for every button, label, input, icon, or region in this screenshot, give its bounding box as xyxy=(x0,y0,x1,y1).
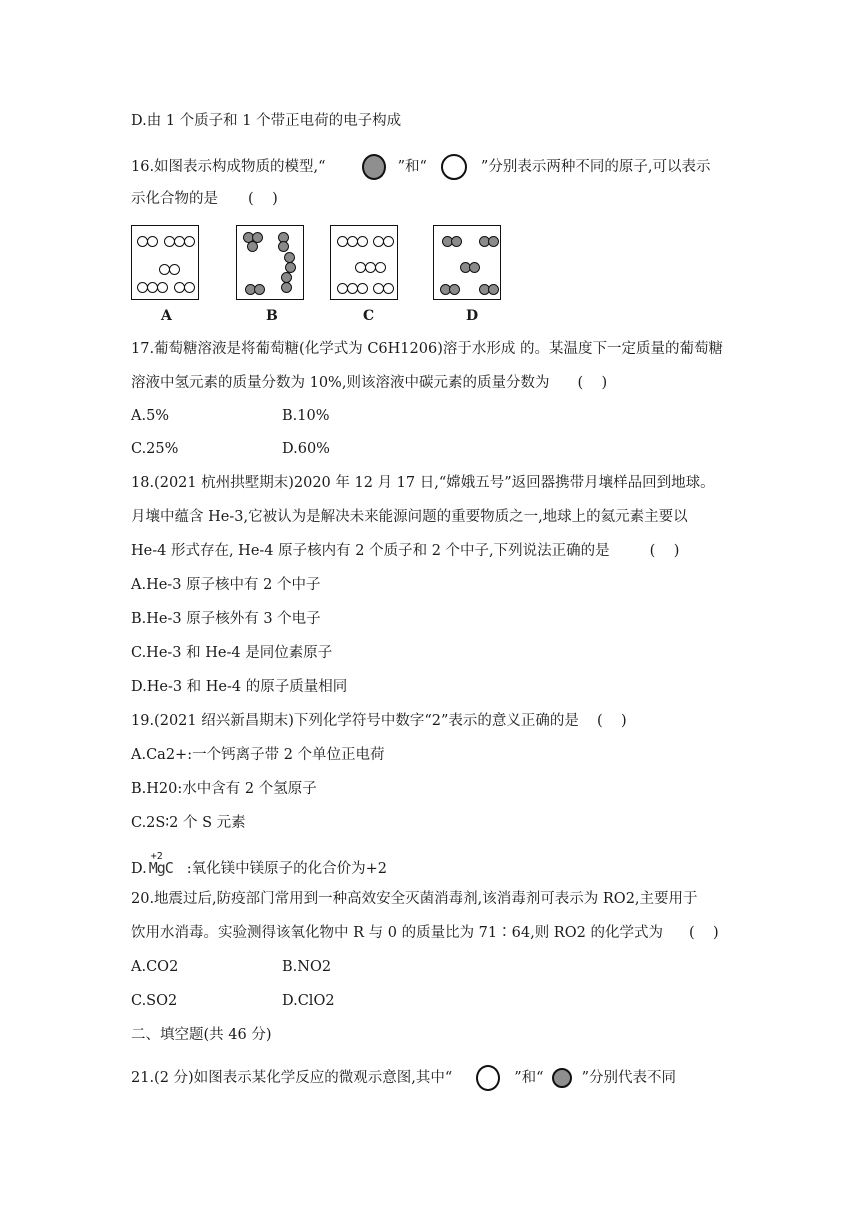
white-atom-icon xyxy=(476,1065,500,1091)
mgo-formula-image xyxy=(148,851,183,877)
q17-stem-line2 xyxy=(131,373,607,393)
q20-stem-line1: 20.地震过后,防疫部门常用到一种高效安全灭菌消毒剂,该消毒剂可表示为 RO2,主要用于 xyxy=(131,891,698,907)
q16-text-a: 16.如图表示构成物质的模型,“ xyxy=(131,159,326,175)
q19-text-a: 19.(2021 绍兴新昌期末)下列化学符号中数字“2”表示的意义正确的是 xyxy=(131,713,579,729)
box-label-d: D xyxy=(466,308,479,324)
model-box-d xyxy=(433,225,501,300)
box-label-a: A xyxy=(161,308,172,324)
q16-text-d: 示化合物的是 xyxy=(131,191,218,207)
section-2-heading: 二、填空题(共 46 分) xyxy=(131,1027,272,1043)
q18-option-a: A.He-3 原子核中有 2 个中子 xyxy=(131,577,321,593)
model-box-c xyxy=(330,225,398,300)
q19-answer-paren: ( ) xyxy=(596,713,627,729)
q18-option-b: B.He-3 原子核外有 3 个电子 xyxy=(131,611,321,627)
q19-option-c: C.2S∶2 个 S 元素 xyxy=(131,815,246,831)
q19-d-text: :氧化镁中镁原子的化合价为+2 xyxy=(186,861,387,877)
mgo-symbol: MgC xyxy=(148,859,173,877)
q20-option-d: D.ClO2 xyxy=(282,993,335,1009)
q20-text-b: 饮用水消毒。实验测得该氧化物中 R 与 0 的质量比为 71∶64,则 RO2 的化学式为 xyxy=(131,925,663,941)
q21-text-c: ”分别代表不同 xyxy=(581,1070,676,1086)
q20-option-a: A.CO2 xyxy=(131,959,179,975)
q19-stem xyxy=(131,711,627,731)
q16-stem-line2 xyxy=(131,189,278,209)
q17-option-a: A.5% xyxy=(131,408,170,424)
q20-stem-line2 xyxy=(131,923,719,943)
q17-option-d: D.60% xyxy=(282,441,330,457)
q19-option-b: B.H20:水中含有 2 个氢原子 xyxy=(131,781,317,797)
q19-option-d xyxy=(131,851,387,879)
q18-text-c: He-4 形式存在, He-4 原子核内有 2 个质子和 2 个中子,下列说法正确的是 xyxy=(131,543,610,559)
q21-text-a: 21.(2 分)如图表示某化学反应的微观示意图,其中“ xyxy=(131,1070,453,1086)
q20-answer-paren: ( ) xyxy=(688,925,719,941)
q18-option-c: C.He-3 和 He-4 是同位素原子 xyxy=(131,645,333,661)
q20-option-c: C.SO2 xyxy=(131,993,178,1009)
q16-text-b: ”和“ xyxy=(397,159,427,175)
q15-option-d: D.由 1 个质子和 1 个带正电荷的电子构成 xyxy=(131,113,402,129)
q18-answer-paren: ( ) xyxy=(649,543,680,559)
q17-stem-line1: 17.葡萄糖溶液是将葡萄糖(化学式为 C6H1206)溶于水形成 的。某温度下一定质量的葡萄糖 xyxy=(131,341,723,357)
gray-atom-icon xyxy=(362,154,386,180)
model-box-b xyxy=(236,225,304,300)
gray-atom-icon xyxy=(552,1068,572,1088)
box-label-b: B xyxy=(266,308,278,324)
mgo-charge: +2 xyxy=(150,851,163,862)
q16-answer-paren: ( ) xyxy=(248,191,278,207)
q19-d-prefix: D. xyxy=(131,861,147,877)
q20-option-b: B.NO2 xyxy=(282,959,332,975)
q18-option-d: D.He-3 和 He-4 的原子质量相同 xyxy=(131,679,348,695)
q19-option-a: A.Ca2+:一个钙离子带 2 个单位正电荷 xyxy=(131,747,385,763)
q17-option-c: C.25% xyxy=(131,441,179,457)
q16-text-c: ”分别表示两种不同的原子,可以表示 xyxy=(480,159,711,175)
q21-text-b: ”和“ xyxy=(514,1070,544,1086)
q18-stem-line1: 18.(2021 杭州拱墅期末)2020 年 12 月 17 日,“嫦娥五号”返回器携带月壤样品回到地球。 xyxy=(131,475,715,491)
q17-text-b: 溶液中氢元素的质量分数为 10%,则该溶液中碳元素的质量分数为 xyxy=(131,375,550,391)
q21-stem-line1 xyxy=(131,1064,676,1092)
q17-option-b: B.10% xyxy=(282,408,330,424)
q18-stem-line3 xyxy=(131,541,679,561)
q17-answer-paren: ( ) xyxy=(577,375,608,391)
box-label-c: C xyxy=(363,308,375,324)
q18-stem-line2: 月壤中蕴含 He-3,它被认为是解决未来能源问题的重要物质之一,地球上的氦元素主要以 xyxy=(131,509,688,525)
white-atom-icon xyxy=(441,154,467,180)
q16-stem-line1 xyxy=(131,153,710,181)
model-box-a xyxy=(131,225,199,300)
